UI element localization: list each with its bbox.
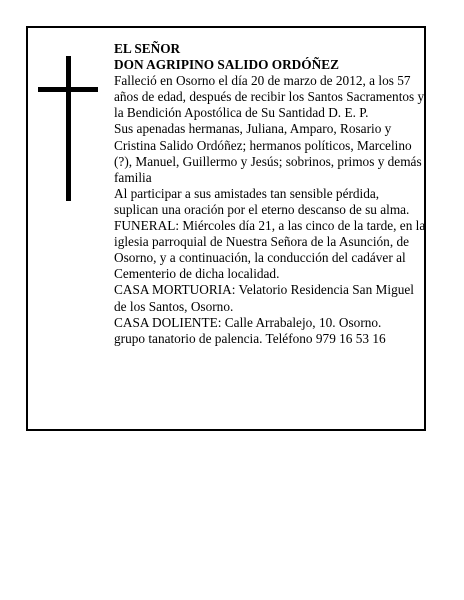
cross-vertical-bar <box>66 56 71 201</box>
heading-title: EL SEÑOR <box>114 41 181 56</box>
prayer-request: Al participar a sus amistades tan sensible pérdida, suplican una oración por el eterno descanso de su alma. <box>114 185 410 217</box>
mortuary-house: CASA MORTUORIA: Velatorio Residencia San Miguel de los Santos, Osorno. <box>114 282 414 314</box>
notice-body <box>114 41 426 347</box>
funeral-details: FUNERAL: Miércoles día 21, a las cinco de la tarde, en la iglesia parroquial de Nuestra Señora de la Asunción, de Osorno, y a continuación, la conducción del cadáver al Cementerio de dicha localidad. <box>114 218 426 282</box>
family-members: Sus apenadas hermanas, Juliana, Amparo, Rosario y Cristina Salido Ordóñez; hermanos políticos, Marcelino (?), Manuel, Guillermo y Jesús; sobrinos, primos y demás familia <box>114 121 422 185</box>
mourning-house: CASA DOLIENTE: Calle Arrabalejo, 10. Osorno. <box>114 314 382 330</box>
cross-horizontal-bar <box>38 87 98 92</box>
latin-cross-icon <box>38 56 98 201</box>
funeral-home-contact: grupo tanatorio de palencia. Teléfono 979 16 53 16 <box>114 330 386 346</box>
death-announcement: Falleció en Osorno el día 20 de marzo de 2012, a los 57 años de edad, después de recibir los Santos Sacramentos y la Bendición Apostólica de Su Santidad D. E. P. <box>114 73 425 121</box>
deceased-name: DON AGRIPINO SALIDO ORDÓÑEZ <box>114 57 339 73</box>
obituary-notice <box>26 26 426 431</box>
